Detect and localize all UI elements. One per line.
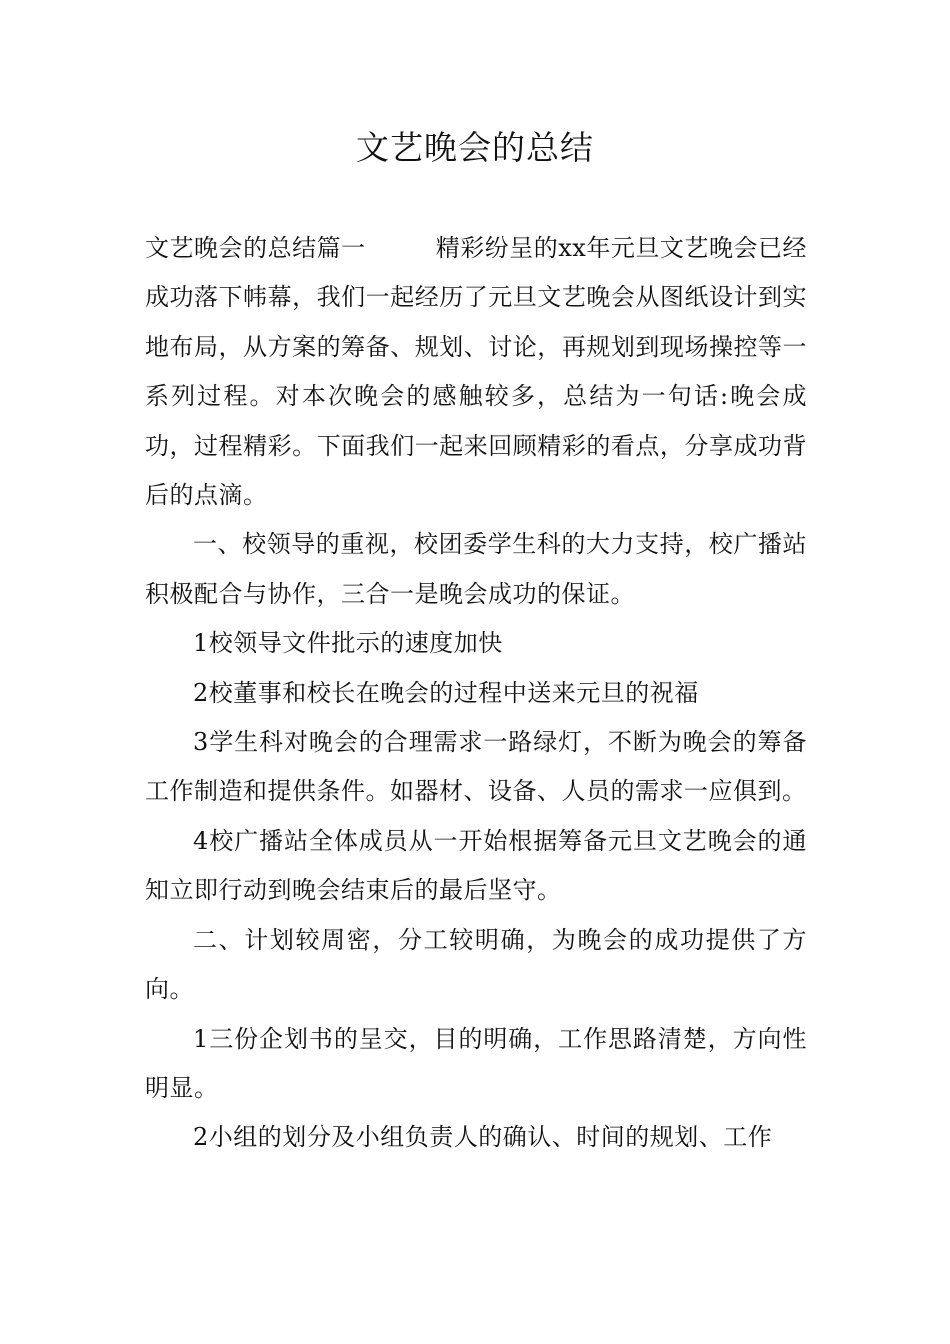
paragraph-item-2-1: 1三份企划书的呈交，目的明确，工作思路清楚，方向性明显。 (145, 1024, 807, 1102)
paragraph-item-4: 4校广播站全体成员从一开始根据筹备元旦文艺晚会的通知立即行动到晚会结束后的最后坚守。 (145, 826, 807, 905)
intro-text: 精彩纷呈的xx年元旦文艺晚会已经成功落下帏幕，我们一起经历了元旦文艺晚会从图纸设计到实地布局，从方案的筹备、规划、讨论，再规划到现场操控等一系列过程。对本次晚会的感触较多，总结为一句话:晚会成功，过程精彩。下面我们一起来回顾精彩的看点，分享成功背后的点滴。 (145, 234, 808, 510)
document-title: 文艺晚会的总结 (356, 128, 594, 167)
intro-heading: 文艺晚会的总结篇一 (145, 234, 366, 262)
paragraph-item-2: 2校董事和校长在晚会的过程中送来元旦的祝福 (193, 678, 699, 707)
intro-paragraph (145, 224, 807, 520)
paragraph-item-2-2: 2小组的划分及小组负责人的确认、时间的规划、工作 (193, 1123, 773, 1152)
document-body (145, 224, 807, 1163)
paragraph-item-1: 1校领导文件批示的速度加快 (193, 629, 503, 658)
paragraph-section-one: 一、校领导的重视，校团委学生科的大力支持，校广播站积极配合与协作，三合一是晚会成功的保证。 (145, 530, 807, 608)
paragraph-section-two: 二、计划较周密，分工较明确，为晚会的成功提供了方向。 (145, 925, 807, 1004)
paragraph-item-3: 3学生科对晚会的合理需求一路绿灯，不断为晚会的筹备工作制造和提供条件。如器材、设备、人员的需求一应俱到。 (145, 728, 807, 806)
